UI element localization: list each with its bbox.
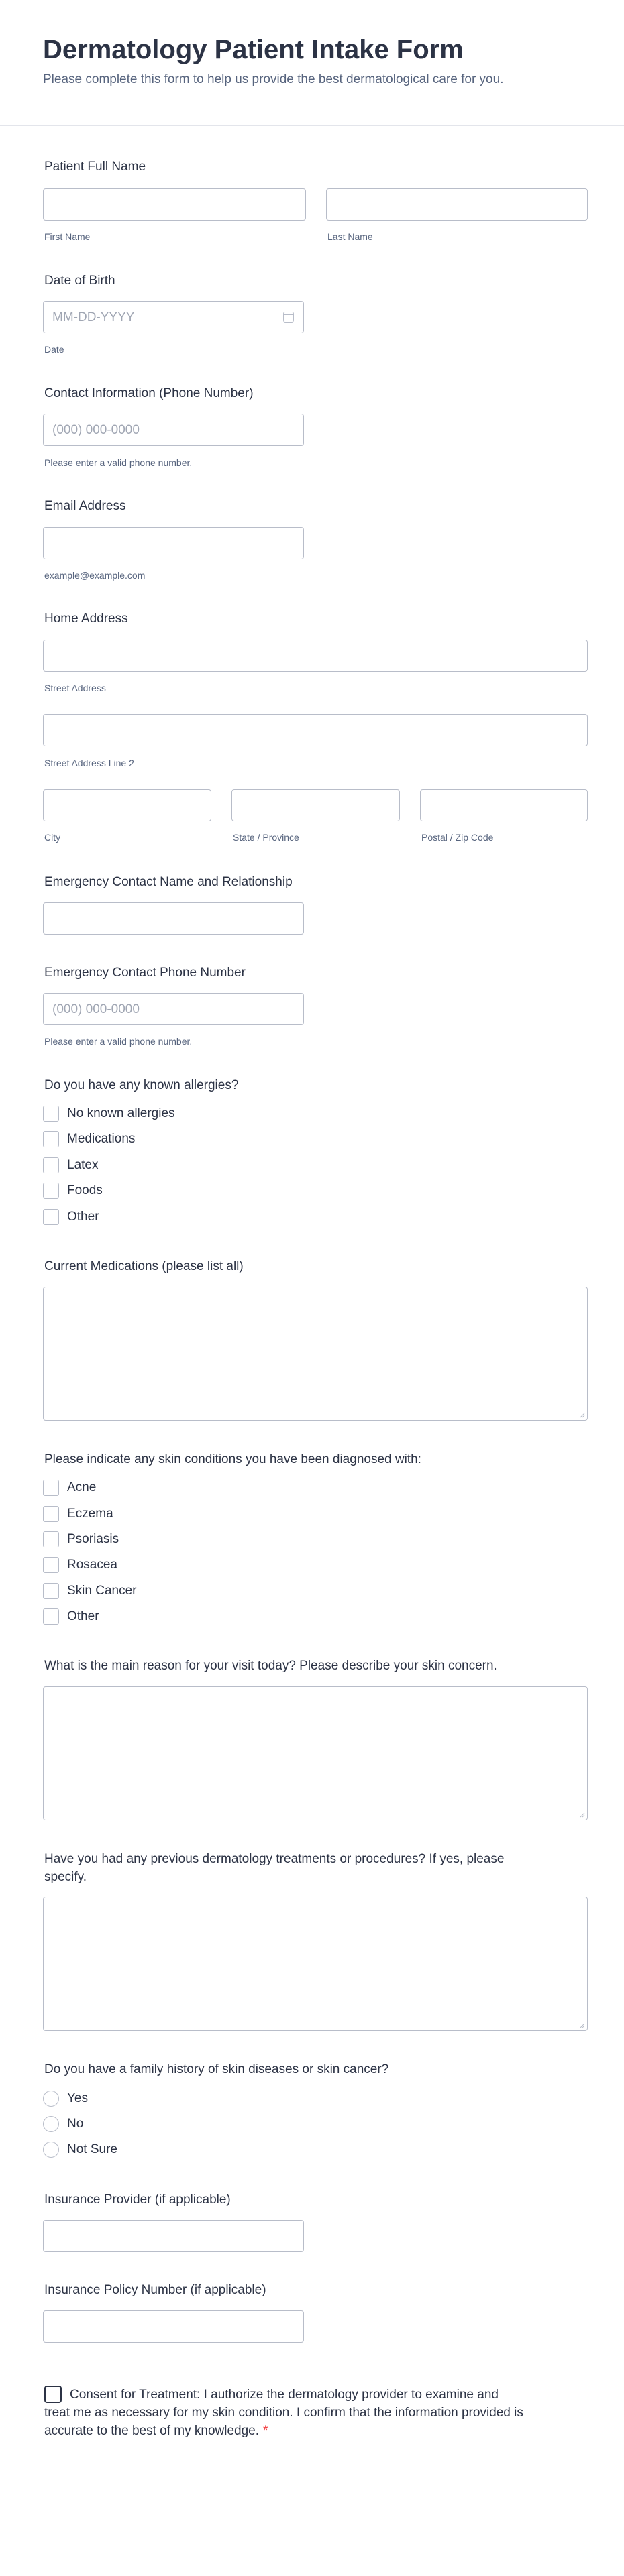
skin-condition-option-label: Psoriasis bbox=[67, 1532, 119, 1546]
checkbox[interactable] bbox=[43, 1480, 59, 1496]
allergy-option-label: Latex bbox=[67, 1158, 99, 1172]
allergy-option-label: Medications bbox=[67, 1132, 136, 1146]
dob-input[interactable] bbox=[43, 301, 304, 333]
skin-condition-option[interactable] bbox=[43, 1479, 96, 1497]
reason-textarea[interactable] bbox=[43, 1686, 588, 1820]
street-address-2-input[interactable] bbox=[43, 714, 588, 746]
allergy-option[interactable] bbox=[43, 1182, 103, 1199]
skin-condition-option-label: Acne bbox=[67, 1480, 97, 1495]
last-name-input[interactable] bbox=[326, 188, 588, 221]
checkbox[interactable] bbox=[43, 1106, 59, 1122]
radio-button[interactable] bbox=[43, 2142, 59, 2158]
skin-condition-option[interactable] bbox=[43, 1531, 119, 1548]
email-sublabel: example@example.com bbox=[44, 570, 146, 581]
skin-condition-option[interactable] bbox=[43, 1505, 113, 1523]
checkbox[interactable] bbox=[43, 1608, 59, 1625]
skin-condition-option[interactable] bbox=[43, 1582, 137, 1600]
treatments-label-line-2: specify. bbox=[44, 1870, 87, 1884]
skin-conditions-label: Please indicate any skin conditions you have been diagnosed with: bbox=[44, 1452, 421, 1466]
phone-label: Contact Information (Phone Number) bbox=[44, 386, 254, 400]
state-input[interactable] bbox=[231, 789, 400, 821]
first-name-input[interactable] bbox=[43, 188, 306, 221]
phone-sublabel: Please enter a valid phone number. bbox=[44, 457, 193, 468]
emergency-name-input[interactable] bbox=[43, 902, 304, 935]
skin-condition-option-label: Rosacea bbox=[67, 1558, 117, 1572]
insurance-policy-label: Insurance Policy Number (if applicable) bbox=[44, 2283, 266, 2297]
form-title: Dermatology Patient Intake Form bbox=[43, 35, 464, 64]
allergy-option[interactable] bbox=[43, 1208, 99, 1226]
resize-grip-icon[interactable] bbox=[579, 1812, 585, 1818]
checkbox[interactable] bbox=[43, 1531, 59, 1547]
state-sublabel: State / Province bbox=[233, 832, 299, 843]
checkbox[interactable] bbox=[43, 1506, 59, 1522]
form-subtitle: Please complete this form to help us provide the best dermatological care for you. bbox=[43, 72, 504, 86]
zip-sublabel: Postal / Zip Code bbox=[421, 832, 494, 843]
checkbox[interactable] bbox=[43, 1209, 59, 1225]
first-name-sublabel: First Name bbox=[44, 231, 91, 242]
insurance-policy-input[interactable] bbox=[43, 2310, 304, 2343]
skin-condition-option[interactable] bbox=[43, 1556, 117, 1574]
treatments-label: Have you had any previous dermatology treatments or procedures? If yes, please bbox=[44, 1852, 505, 1866]
checkbox[interactable] bbox=[43, 1131, 59, 1147]
street-address-2-sublabel: Street Address Line 2 bbox=[44, 758, 134, 768]
phone-input[interactable] bbox=[43, 414, 304, 446]
emergency-phone-label: Emergency Contact Phone Number bbox=[44, 965, 246, 980]
checkbox[interactable] bbox=[43, 1183, 59, 1199]
dob-label: Date of Birth bbox=[44, 274, 115, 288]
resize-grip-icon[interactable] bbox=[579, 2022, 585, 2028]
insurance-provider-input[interactable] bbox=[43, 2220, 304, 2252]
street-address-sublabel: Street Address bbox=[44, 683, 106, 693]
family-history-option-label: No bbox=[67, 2117, 84, 2131]
family-history-option[interactable] bbox=[43, 2090, 88, 2107]
last-name-sublabel: Last Name bbox=[327, 231, 373, 242]
allergy-option-label: No known allergies bbox=[67, 1106, 175, 1120]
emergency-phone-input[interactable] bbox=[43, 993, 304, 1025]
radio-button[interactable] bbox=[43, 2116, 59, 2132]
checkbox[interactable] bbox=[43, 1157, 59, 1173]
form-header bbox=[0, 0, 624, 126]
skin-condition-option-label: Skin Cancer bbox=[67, 1584, 137, 1598]
family-history-option-label: Yes bbox=[67, 2091, 88, 2105]
consent-label bbox=[44, 2386, 527, 2440]
dob-placeholder: MM-DD-YYYY bbox=[52, 310, 135, 325]
checkbox[interactable] bbox=[43, 1557, 59, 1573]
email-label: Email Address bbox=[44, 499, 126, 513]
treatments-textarea[interactable] bbox=[43, 1897, 588, 2031]
phone-placeholder: (000) 000-0000 bbox=[52, 423, 140, 437]
required-asterisk: * bbox=[263, 2424, 268, 2438]
emergency-phone-sublabel: Please enter a valid phone number. bbox=[44, 1036, 193, 1047]
patient-name-label: Patient Full Name bbox=[44, 160, 146, 174]
calendar-icon[interactable] bbox=[283, 312, 294, 323]
family-history-option-label: Not Sure bbox=[67, 2142, 117, 2156]
insurance-provider-label: Insurance Provider (if applicable) bbox=[44, 2192, 231, 2207]
family-history-option[interactable] bbox=[43, 2141, 117, 2158]
emergency-phone-placeholder: (000) 000-0000 bbox=[52, 1002, 140, 1016]
city-sublabel: City bbox=[44, 832, 61, 843]
allergies-label: Do you have any known allergies? bbox=[44, 1078, 239, 1092]
allergy-option-label: Other bbox=[67, 1210, 99, 1224]
allergy-option-label: Foods bbox=[67, 1183, 103, 1197]
family-history-option[interactable] bbox=[43, 2115, 83, 2133]
medications-label: Current Medications (please list all) bbox=[44, 1259, 244, 1273]
city-input[interactable] bbox=[43, 789, 211, 821]
allergy-option[interactable] bbox=[43, 1157, 98, 1174]
street-address-input[interactable] bbox=[43, 640, 588, 672]
medications-textarea[interactable] bbox=[43, 1287, 588, 1421]
reason-label: What is the main reason for your visit today? Please describe your skin concern. bbox=[44, 1659, 497, 1673]
address-label: Home Address bbox=[44, 611, 128, 626]
checkbox[interactable] bbox=[43, 1583, 59, 1599]
allergy-option[interactable] bbox=[43, 1105, 175, 1122]
dob-sublabel: Date bbox=[44, 344, 64, 355]
email-input[interactable] bbox=[43, 527, 304, 559]
family-history-label: Do you have a family history of skin diseases or skin cancer? bbox=[44, 2062, 389, 2076]
resize-grip-icon[interactable] bbox=[579, 1412, 585, 1418]
consent-text: Consent for Treatment: I authorize the dermatology provider to examine and treat me as necessary for my skin condition. I confirm that the information provided is accurate to the best of my knowledge. bbox=[44, 2388, 523, 2438]
skin-condition-option-label: Eczema bbox=[67, 1507, 113, 1521]
zip-input[interactable] bbox=[420, 789, 588, 821]
radio-button[interactable] bbox=[43, 2091, 59, 2107]
skin-condition-option[interactable] bbox=[43, 1608, 99, 1625]
skin-condition-option-label: Other bbox=[67, 1609, 99, 1623]
emergency-name-label: Emergency Contact Name and Relationship bbox=[44, 875, 293, 889]
consent-checkbox[interactable] bbox=[44, 2386, 62, 2403]
allergy-option[interactable] bbox=[43, 1130, 135, 1148]
